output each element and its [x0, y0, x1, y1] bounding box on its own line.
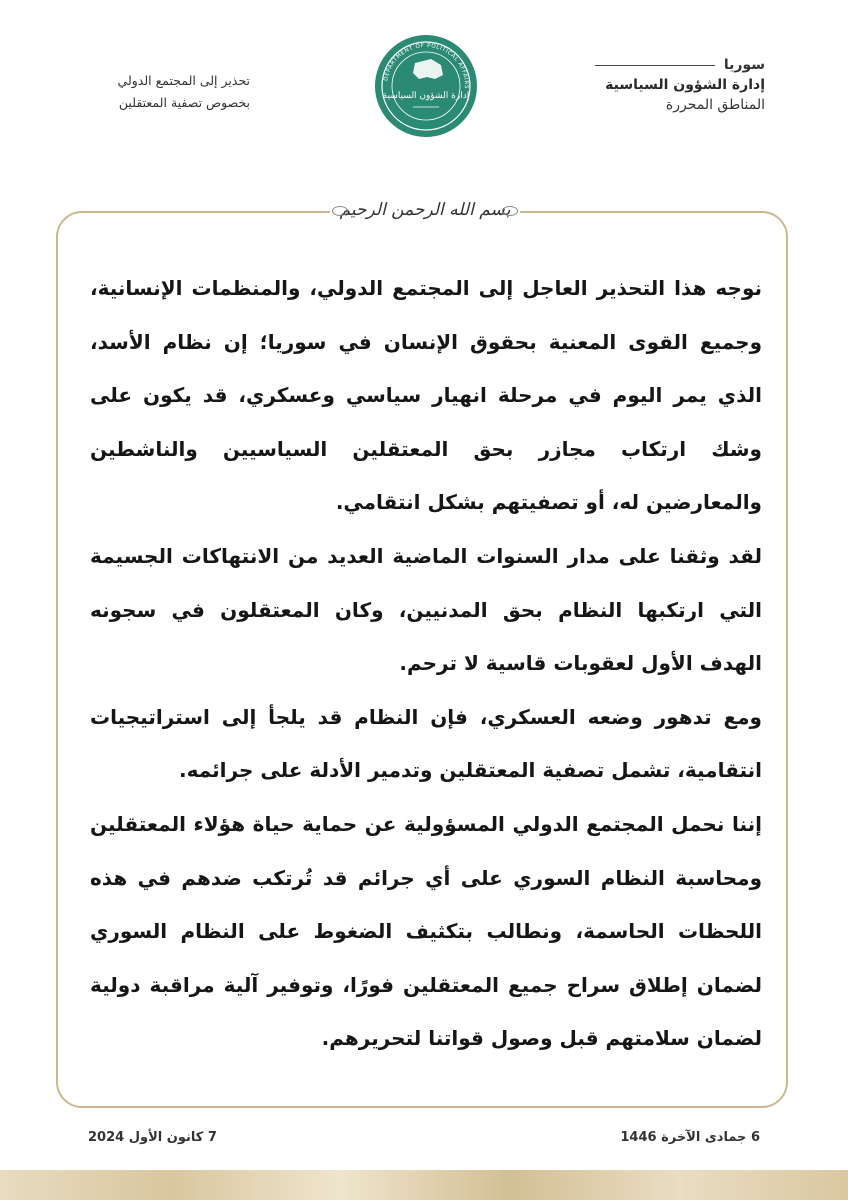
- issuer-block: [565, 55, 765, 115]
- subject-block: [80, 70, 250, 114]
- gregorian-date: 7 كانون الأول 2024: [88, 1130, 217, 1145]
- country-line: [565, 55, 765, 75]
- basmala-header: [330, 192, 520, 228]
- department-name: إدارة الشؤون السياسية: [605, 77, 765, 93]
- decorative-bottom-band: [0, 1170, 848, 1200]
- basmala-text: بسم الله الرحمن الرحيم: [339, 200, 511, 220]
- logo-ring-text: DEPARTMENT OF POLITICAL AFFAIRS: [383, 42, 470, 90]
- hijri-date: 6 جمادى الآخرة 1446: [620, 1130, 760, 1145]
- paragraph-2: لقد وثقنا على مدار السنوات الماضية العديد من الانتهاكات الجسيمة التي ارتكبها النظام بحق المدنيين، وكان المعتقلون في سجونه الهدف الأول لعقوبات قاسية لا ترحم.: [90, 543, 762, 676]
- paragraph-4: إننا نحمل المجتمع الدولي المسؤولية عن حماية حياة هؤلاء المعتقلين ومحاسبة النظام السوري على أي جرائم قد تُرتكب ضدهم في هذه اللحظات الحاسمة، ونطالب بتكثيف الضغوط على النظام السوري لضمان إطلاق سراح جميع المعتقلين فورًا، وتوفير آلية مراقبة دولية لضمان سلامتهم قبل وصول قواتنا لتحريرهم.: [90, 811, 762, 1051]
- country-rule: [595, 65, 715, 66]
- ornament-left-icon: [332, 206, 348, 216]
- subject-line-1: تحذير إلى المجتمع الدولي: [117, 73, 250, 88]
- country-name: سوريا: [723, 57, 765, 73]
- paragraph-3: ومع تدهور وضعه العسكري، فإن النظام قد يلجأ إلى استراتيجيات انتقامية، تشمل تصفية المعتقلين وتدمير الأدلة على جرائمه.: [90, 704, 762, 783]
- department-logo: [375, 35, 477, 137]
- statement-body: [90, 262, 762, 1066]
- region-name: المناطق المحررة: [665, 97, 765, 113]
- subject-line-2: بخصوص تصفية المعتقلين: [118, 95, 250, 110]
- paragraph-1: نوجه هذا التحذير العاجل إلى المجتمع الدولي، والمنظمات الإنسانية، وجميع القوى المعنية بحقوق الإنسان في سوريا؛ إن نظام الأسد، الذي يمر اليوم في مرحلة انهيار سياسي وعسكري، قد يكون على وشك ارتكاب مجازر بحق المعتقلين السياسيين والناشطين والمعارضين له، أو تصفيتهم بشكل انتقامي.: [90, 276, 762, 515]
- logo-inner-text: إدارة الشؤون السياسية: [382, 91, 470, 101]
- ornament-right-icon: [502, 206, 518, 216]
- logo-emblem-icon: [375, 35, 477, 137]
